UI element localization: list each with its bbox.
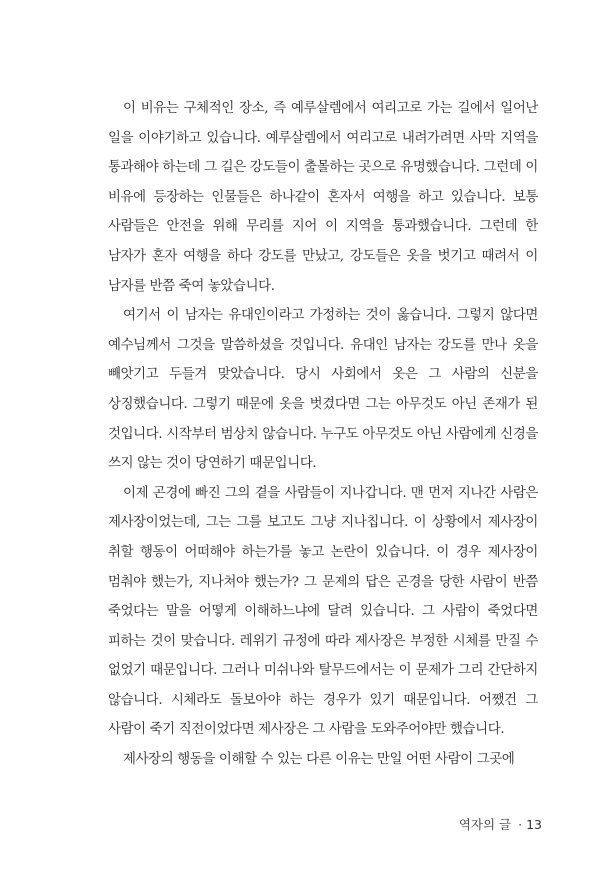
body-text: [108, 94, 538, 775]
running-section-title: 역자의 글: [458, 817, 512, 832]
footer-separator: ·: [518, 817, 523, 832]
page-number: 13: [526, 817, 542, 832]
paragraph-3: 이제 곤경에 빠진 그의 곁을 사람들이 지나갑니다. 맨 먼저 지나간 사람은 제사장이었는데, 그는 그를 보고도 그냥 지나칩니다. 이 상황에서 제사장이 취할 행동이 어떠해야 하는가를 놓고 논란이 있습니다. 이 경우 제사장이 멈춰야 했는가, 지나쳐야 했는가? 그 문제의 답은 곤경을 당한 사람이 반쯤 죽었다는 말을 어떻게 이해하느냐에 달려 있습니다. 그 사람이 죽었다면 피하는 것이 맞습니다. 레위기 규정에 따라 제사장은 부정한 시체를 만질 수 없었기 때문입니다. 그러나 미쉬나와 탈무드에서는 이 문제가 그리 간단하지 않습니다. 시체라도 돌보아야 하는 경우가 있기 때문입니다. 어쨌건 그 사람이 죽기 직전이었다면 제사장은 그 사람을 도와주어야만 했습니다.: [108, 485, 538, 738]
paragraph-1: 이 비유는 구체적인 장소, 즉 예루살렘에서 여리고로 가는 길에서 일어난 일을 이야기하고 있습니다. 예루살렘에서 여리고로 내려가려면 사막 지역을 통과해야 하는데 그 길은 강도들이 출몰하는 곳으로 유명했습니다. 그런데 이 비유에 등장하는 인물들은 하나같이 혼자서 여행을 하고 있습니다. 보통 사람들은 안전을 위해 무리를 지어 이 지역을 통과했습니다. 그런데 한 남자가 혼자 여행을 하다 강도를 만났고, 강도들은 옷을 벗기고 때려서 이 남자를 반쯤 죽여 놓았습니다.: [108, 101, 538, 294]
page-footer: [459, 815, 542, 833]
paragraph-4: 제사장의 행동을 이해할 수 있는 다른 이유는 만일 어떤 사람이 그곳에: [123, 752, 515, 768]
paragraph-2: 여기서 이 남자는 유대인이라고 가정하는 것이 옳습니다. 그렇지 않다면 예수님께서 그것을 말씀하셨을 것입니다. 유대인 남자는 강도를 만나 옷을 빼앗기고 두들겨 맞았습니다. 당시 사회에서 옷은 그 사람의 신분을 상징했습니다. 그렇기 때문에 옷을 벗겼다면 그는 아무것도 아닌 존재가 된 것입니다. 시작부터 범상치 않습니다. 누구도 아무것도 아닌 사람에게 신경을 쓰지 않는 것이 당연하기 때문입니다.: [108, 308, 538, 472]
